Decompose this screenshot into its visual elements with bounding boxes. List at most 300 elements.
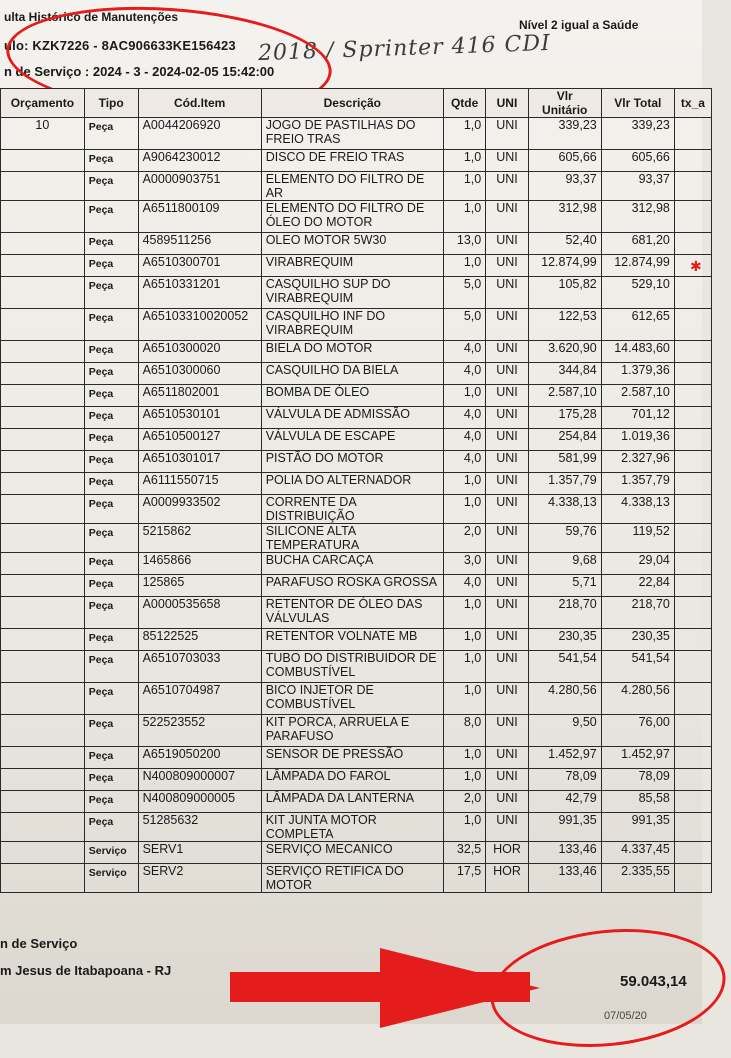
table-row [1,473,712,495]
red-circle-total-annotation [485,918,731,1058]
cell-tx [674,233,711,255]
cell-orcamento [1,715,85,747]
cell-descricao: CORRENTE DA DISTRIBUIÇÃO [261,495,443,524]
cell-vlr-unitario: 5,71 [528,575,601,597]
handwritten-note: 2018 / Sprinter 416 CDI [257,30,552,67]
table-row [1,791,712,813]
cell-vlr-total: 1.452,97 [601,747,674,769]
cell-orcamento [1,842,85,864]
cell-vlr-total: 4.337,45 [601,842,674,864]
grand-total: 59.043,14 [620,973,687,990]
cell-cod-item: 85122525 [138,629,261,651]
table-row [1,309,712,341]
cell-descricao: BICO INJETOR DE COMBUSTÍVEL [261,683,443,715]
cell-tipo: Peça [84,553,138,575]
cell-cod-item: A0044206920 [138,118,261,150]
cell-tipo: Peça [84,451,138,473]
cell-uni: UNI [486,385,528,407]
cell-descricao: VÁLVULA DE ADMISSÃO [261,407,443,429]
footer-city: m Jesus de Itabapoana - RJ [0,963,172,978]
cell-qtde: 32,5 [443,842,485,864]
cell-descricao: CASQUILHO DA BIELA [261,363,443,385]
cell-orcamento [1,629,85,651]
cell-tx [674,385,711,407]
cell-tx [674,363,711,385]
cell-uni: UNI [486,150,528,172]
cell-descricao: BOMBA DE ÓLEO [261,385,443,407]
cell-vlr-total: 14.483,60 [601,341,674,363]
cell-vlr-unitario: 12.874,99 [528,255,601,277]
cell-uni: UNI [486,277,528,309]
cell-cod-item: A0000903751 [138,172,261,201]
cell-vlr-unitario: 344,84 [528,363,601,385]
cell-cod-item: A6510704987 [138,683,261,715]
cell-tipo: Peça [84,201,138,233]
cell-cod-item: A65103310020052 [138,309,261,341]
cell-uni: UNI [486,597,528,629]
cell-vlr-total: 1.357,79 [601,473,674,495]
cell-vlr-unitario: 4.280,56 [528,683,601,715]
cell-tx [674,651,711,683]
cell-uni: UNI [486,524,528,553]
cell-orcamento [1,791,85,813]
cell-orcamento [1,277,85,309]
cell-uni: UNI [486,451,528,473]
cell-uni: UNI [486,651,528,683]
table-row [1,842,712,864]
cell-uni: UNI [486,118,528,150]
cell-tipo: Peça [84,683,138,715]
cell-vlr-total: 2.587,10 [601,385,674,407]
cell-descricao: JOGO DE PASTILHAS DO FREIO TRAS [261,118,443,150]
cell-qtde: 1,0 [443,255,485,277]
cell-descricao: SERVIÇO RETIFICA DO MOTOR [261,864,443,893]
col-vlr-total: Vlr Total [601,89,674,118]
cell-cod-item: SERV2 [138,864,261,893]
cell-uni: UNI [486,473,528,495]
cell-descricao: POLIA DO ALTERNADOR [261,473,443,495]
cell-qtde: 4,0 [443,363,485,385]
cell-descricao: LÂMPADA DO FAROL [261,769,443,791]
cell-orcamento [1,524,85,553]
cell-descricao: BUCHA CARCAÇA [261,553,443,575]
cell-uni: UNI [486,553,528,575]
cell-vlr-total: 612,65 [601,309,674,341]
cell-descricao: DISCO DE FREIO TRAS [261,150,443,172]
cell-vlr-unitario: 122,53 [528,309,601,341]
table-row [1,385,712,407]
cell-vlr-unitario: 541,54 [528,651,601,683]
cell-cod-item: 522523552 [138,715,261,747]
cell-qtde: 1,0 [443,385,485,407]
cell-tipo: Peça [84,629,138,651]
cell-vlr-total: 4.280,56 [601,683,674,715]
cell-orcamento [1,385,85,407]
cell-vlr-total: 2.327,96 [601,451,674,473]
cell-uni: UNI [486,813,528,842]
cell-descricao: PISTÃO DO MOTOR [261,451,443,473]
cell-tipo: Peça [84,309,138,341]
cell-uni: UNI [486,715,528,747]
cell-vlr-unitario: 605,66 [528,150,601,172]
table-row [1,407,712,429]
cell-qtde: 1,0 [443,201,485,233]
cell-cod-item: N400809000007 [138,769,261,791]
table-row [1,495,712,524]
cell-tipo: Peça [84,575,138,597]
cell-qtde: 1,0 [443,150,485,172]
cell-vlr-total: 605,66 [601,150,674,172]
cell-descricao: VIRABREQUIM [261,255,443,277]
table-row [1,629,712,651]
cell-cod-item: A6510500127 [138,429,261,451]
cell-tx [674,575,711,597]
cell-tipo: Peça [84,769,138,791]
cell-orcamento [1,597,85,629]
cell-orcamento [1,363,85,385]
cell-orcamento [1,553,85,575]
cell-vlr-unitario: 78,09 [528,769,601,791]
cell-cod-item: A6510530101 [138,407,261,429]
cell-cod-item: 51285632 [138,813,261,842]
cell-orcamento [1,769,85,791]
cell-uni: UNI [486,407,528,429]
cell-qtde: 3,0 [443,553,485,575]
cell-qtde: 4,0 [443,341,485,363]
cell-tx [674,791,711,813]
cell-vlr-total: 701,12 [601,407,674,429]
cell-vlr-total: 339,23 [601,118,674,150]
cell-vlr-total: 230,35 [601,629,674,651]
cell-vlr-total: 78,09 [601,769,674,791]
cell-orcamento [1,255,85,277]
cell-tx [674,473,711,495]
cell-uni: HOR [486,842,528,864]
cell-descricao: BIELA DO MOTOR [261,341,443,363]
cell-orcamento [1,172,85,201]
vehicle-identifier: ulo: KZK7226 - 8AC906633KE156423 [4,38,236,53]
cell-tipo: Peça [84,277,138,309]
cell-vlr-unitario: 339,23 [528,118,601,150]
cell-tipo: Peça [84,747,138,769]
cell-qtde: 1,0 [443,473,485,495]
cell-cod-item: 1465866 [138,553,261,575]
cell-vlr-unitario: 4.338,13 [528,495,601,524]
cell-qtde: 4,0 [443,407,485,429]
col-qtde: Qtde [443,89,485,118]
cell-tipo: Peça [84,791,138,813]
cell-qtde: 4,0 [443,575,485,597]
cell-descricao: SILICONE ALTA TEMPERATURA [261,524,443,553]
cell-orcamento [1,233,85,255]
table-row [1,150,712,172]
level-label: Nível 2 igual a Saúde [519,18,639,32]
table-row [1,201,712,233]
cell-uni: UNI [486,429,528,451]
cell-qtde: 2,0 [443,791,485,813]
cell-vlr-total: 12.874,99 [601,255,674,277]
cell-orcamento [1,341,85,363]
cell-descricao: RETENTOR DE ÓLEO DAS VÁLVULAS [261,597,443,629]
cell-qtde: 5,0 [443,277,485,309]
cell-descricao: KIT JUNTA MOTOR COMPLETA [261,813,443,842]
cell-uni: UNI [486,769,528,791]
cell-vlr-unitario: 312,98 [528,201,601,233]
cell-uni: UNI [486,629,528,651]
cell-cod-item: A6511802001 [138,385,261,407]
cell-uni: HOR [486,864,528,893]
cell-tx [674,172,711,201]
cell-vlr-total: 681,20 [601,233,674,255]
cell-descricao: PARAFUSO ROSKA GROSSA [261,575,443,597]
cell-uni: UNI [486,309,528,341]
red-mark: ✱ [690,258,702,274]
cell-orcamento [1,309,85,341]
cell-tx [674,309,711,341]
table-body [1,118,712,893]
cell-vlr-unitario: 991,35 [528,813,601,842]
cell-orcamento [1,864,85,893]
cell-tx [674,842,711,864]
cell-vlr-unitario: 230,35 [528,629,601,651]
table-row [1,553,712,575]
cell-uni: UNI [486,747,528,769]
cell-tipo: Peça [84,385,138,407]
cell-vlr-total: 2.335,55 [601,864,674,893]
report-title: ulta Histórico de Manutenções [4,10,179,24]
cell-tipo: Peça [84,150,138,172]
table-row [1,524,712,553]
cell-descricao: RETENTOR VOLNATE MB [261,629,443,651]
cell-vlr-unitario: 133,46 [528,864,601,893]
cell-descricao: SENSOR DE PRESSÃO [261,747,443,769]
cell-cod-item: A9064230012 [138,150,261,172]
cell-orcamento [1,495,85,524]
cell-tx [674,597,711,629]
cell-cod-item: A0000535658 [138,597,261,629]
cell-cod-item: A6510331201 [138,277,261,309]
cell-descricao: SERVIÇO MECANICO [261,842,443,864]
cell-vlr-total: 4.338,13 [601,495,674,524]
cell-uni: UNI [486,255,528,277]
cell-tipo: Peça [84,473,138,495]
table-row [1,233,712,255]
cell-qtde: 1,0 [443,683,485,715]
cell-cod-item: 125865 [138,575,261,597]
col-tx: tx_a [674,89,711,118]
table-row [1,172,712,201]
cell-tx [674,553,711,575]
cell-vlr-total: 1.019,36 [601,429,674,451]
cell-vlr-total: 85,58 [601,791,674,813]
cell-tipo: Peça [84,597,138,629]
table-row [1,651,712,683]
cell-cod-item: A6511800109 [138,201,261,233]
col-descricao: Descrição [261,89,443,118]
cell-tx [674,150,711,172]
cell-vlr-total: 22,84 [601,575,674,597]
cell-orcamento [1,473,85,495]
table-row [1,747,712,769]
cell-tipo: Peça [84,651,138,683]
table-row [1,715,712,747]
cell-tx [674,451,711,473]
cell-orcamento [1,429,85,451]
cell-descricao: TUBO DO DISTRIBUIDOR DE COMBUSTÍVEL [261,651,443,683]
cell-tx [674,277,711,309]
cell-uni: UNI [486,201,528,233]
cell-cod-item: A6510300020 [138,341,261,363]
maintenance-items-table [0,88,712,893]
cell-tx [674,118,711,150]
cell-vlr-total: 541,54 [601,651,674,683]
cell-vlr-total: 93,37 [601,172,674,201]
cell-tipo: Peça [84,341,138,363]
cell-orcamento [1,651,85,683]
cell-qtde: 1,0 [443,118,485,150]
cell-uni: UNI [486,791,528,813]
cell-descricao: KIT PORCA, ARRUELA E PARAFUSO [261,715,443,747]
cell-uni: UNI [486,363,528,385]
cell-vlr-unitario: 2.587,10 [528,385,601,407]
cell-tipo: Peça [84,407,138,429]
cell-qtde: 8,0 [443,715,485,747]
cell-qtde: 1,0 [443,495,485,524]
cell-qtde: 1,0 [443,747,485,769]
service-order-line: n de Serviço : 2024 - 3 - 2024-02-05 15:42:00 [4,64,275,79]
cell-orcamento [1,813,85,842]
cell-qtde: 4,0 [443,429,485,451]
cell-descricao: ELEMENTO DO FILTRO DE AR [261,172,443,201]
cell-tx [674,341,711,363]
cell-qtde: 2,0 [443,524,485,553]
table-row [1,451,712,473]
cell-qtde: 1,0 [443,172,485,201]
print-date: 07/05/20 [604,1010,647,1022]
cell-vlr-total: 29,04 [601,553,674,575]
cell-tipo: Peça [84,429,138,451]
cell-uni: UNI [486,172,528,201]
cell-cod-item: A6111550715 [138,473,261,495]
cell-qtde: 1,0 [443,597,485,629]
col-uni: UNI [486,89,528,118]
cell-cod-item: 5215862 [138,524,261,553]
cell-vlr-unitario: 581,99 [528,451,601,473]
cell-tipo: Peça [84,172,138,201]
cell-vlr-unitario: 42,79 [528,791,601,813]
table-row [1,429,712,451]
cell-vlr-unitario: 3.620,90 [528,341,601,363]
cell-tipo: Peça [84,495,138,524]
cell-tx [674,429,711,451]
table-row [1,341,712,363]
cell-orcamento [1,683,85,715]
col-vlr-unitario: Vlr Unitário [528,89,601,118]
cell-tx [674,201,711,233]
cell-qtde: 4,0 [443,451,485,473]
cell-qtde: 13,0 [443,233,485,255]
cell-tx [674,813,711,842]
cell-qtde: 17,5 [443,864,485,893]
cell-qtde: 1,0 [443,629,485,651]
table-row [1,813,712,842]
table-row [1,769,712,791]
cell-vlr-total: 312,98 [601,201,674,233]
table-row [1,575,712,597]
cell-descricao: LÂMPADA DA LANTERNA [261,791,443,813]
cell-orcamento [1,451,85,473]
col-orcamento: Orçamento [1,89,85,118]
cell-tx [674,524,711,553]
cell-vlr-unitario: 218,70 [528,597,601,629]
cell-cod-item: A0009933502 [138,495,261,524]
cell-cod-item: 4589511256 [138,233,261,255]
cell-orcamento [1,747,85,769]
cell-qtde: 1,0 [443,651,485,683]
cell-vlr-total: 991,35 [601,813,674,842]
cell-cod-item: A6519050200 [138,747,261,769]
col-cod-item: Cód.Item [138,89,261,118]
table-row [1,864,712,893]
cell-orcamento [1,150,85,172]
cell-descricao: OLEO MOTOR 5W30 [261,233,443,255]
table-row [1,118,712,150]
cell-tipo: Serviço [84,842,138,864]
col-tipo: Tipo [84,89,138,118]
cell-qtde: 5,0 [443,309,485,341]
cell-vlr-unitario: 1.452,97 [528,747,601,769]
cell-tx [674,495,711,524]
cell-tipo: Serviço [84,864,138,893]
cell-cod-item: A6510300701 [138,255,261,277]
cell-vlr-total: 529,10 [601,277,674,309]
cell-vlr-unitario: 133,46 [528,842,601,864]
cell-qtde: 1,0 [443,769,485,791]
table-row [1,255,712,277]
cell-orcamento [1,407,85,429]
cell-vlr-unitario: 1.357,79 [528,473,601,495]
cell-tipo: Peça [84,255,138,277]
cell-vlr-total: 1.379,36 [601,363,674,385]
cell-tx [674,747,711,769]
cell-vlr-unitario: 93,37 [528,172,601,201]
cell-cod-item: N400809000005 [138,791,261,813]
cell-tx [674,683,711,715]
cell-tipo: Peça [84,363,138,385]
cell-descricao: ELEMENTO DO FILTRO DE ÓLEO DO MOTOR [261,201,443,233]
cell-qtde: 1,0 [443,813,485,842]
cell-vlr-unitario: 59,76 [528,524,601,553]
cell-tipo: Peça [84,813,138,842]
cell-tipo: Peça [84,524,138,553]
cell-vlr-total: 119,52 [601,524,674,553]
cell-cod-item: SERV1 [138,842,261,864]
cell-tx [674,769,711,791]
table-row [1,277,712,309]
cell-tipo: Peça [84,233,138,255]
cell-vlr-unitario: 9,68 [528,553,601,575]
table-row [1,363,712,385]
cell-cod-item: A6510301017 [138,451,261,473]
cell-vlr-total: 218,70 [601,597,674,629]
table-row [1,597,712,629]
cell-vlr-unitario: 9,50 [528,715,601,747]
cell-tx [674,629,711,651]
cell-descricao: CASQUILHO INF DO VIRABREQUIM [261,309,443,341]
cell-uni: UNI [486,495,528,524]
cell-uni: UNI [486,341,528,363]
table-row [1,683,712,715]
